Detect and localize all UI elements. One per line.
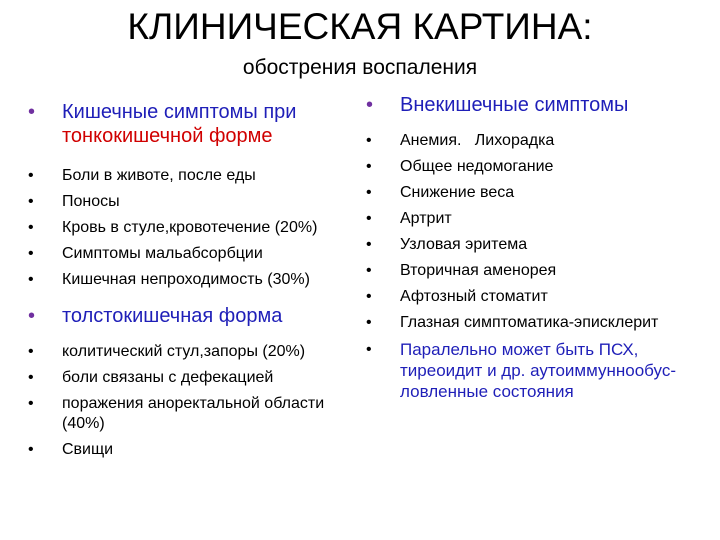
list-item-text: Симптомы мальабсорбции (62, 245, 263, 262)
list-item-text: боли связаны с дефекацией (62, 369, 274, 386)
bullet-icon: • (366, 184, 372, 201)
section-extraintestinal-symptoms (366, 93, 711, 117)
list-item (28, 244, 363, 264)
page-subtitle: обострения воспаления (242, 56, 478, 79)
bullet-icon: • (366, 132, 372, 149)
list-item (28, 270, 363, 290)
list-item-text: поражения аноректальной области (40%) (62, 395, 325, 432)
list-item-text: Снижение веса (400, 184, 515, 201)
right-column (366, 93, 711, 402)
section-heading-text: Кишечные симптомы при (62, 101, 297, 123)
note-parallel-conditions (366, 339, 711, 402)
list-item (366, 131, 711, 151)
list-item (366, 235, 711, 255)
list-item-text: Артрит (400, 210, 452, 227)
list-item (366, 157, 711, 177)
bullet-icon: • (366, 236, 372, 253)
bullet-icon: • (366, 262, 372, 279)
bullet-icon: • (28, 441, 34, 458)
bullet-icon: • (28, 271, 34, 288)
bullet-icon: • (28, 305, 36, 327)
bullet-icon: • (28, 395, 34, 412)
list-item (366, 209, 711, 229)
section-heading-text: толстокишечная форма (62, 305, 283, 327)
list-item-text: Вторичная аменорея (400, 262, 557, 279)
note-text: Паралельно может быть ПСХ, тиреоидит и др. аутоиммуннообус-ловленные состояния (400, 340, 677, 401)
bullet-icon: • (28, 167, 34, 184)
list-item (28, 192, 363, 212)
bullet-icon: • (366, 158, 372, 175)
list-item-text: Анемия. Лихорадка (400, 132, 555, 149)
list-item (28, 342, 363, 362)
list-item-text: колитический стул,запоры (20%) (62, 343, 306, 360)
list-item (366, 287, 711, 307)
bullet-icon: • (28, 369, 34, 386)
section-intestinal-symptoms (28, 100, 363, 148)
list-item (366, 313, 711, 333)
list-item-text: Кровь в стуле,кровотечение (20%) (62, 219, 318, 236)
bullet-icon: • (28, 193, 34, 210)
bullet-icon: • (28, 245, 34, 262)
list-item-text: Общее недомогание (400, 158, 554, 175)
list-item (28, 368, 363, 388)
section-colon-form (28, 304, 363, 328)
bullet-icon: • (366, 288, 372, 305)
section-heading-text: Внекишечные симптомы (400, 94, 629, 116)
list-item (28, 166, 363, 186)
list-item-text: Узловая эритема (400, 236, 528, 253)
list-item (366, 261, 711, 281)
list-item (28, 394, 363, 434)
list-item-text: Афтозный стоматит (400, 288, 548, 305)
list-item-text: Боли в животе, после еды (62, 167, 256, 184)
bullet-icon: • (28, 101, 36, 123)
list-item-text: Поносы (62, 193, 120, 210)
page-title: КЛИНИЧЕСКАЯ КАРТИНА: (127, 6, 593, 47)
bullet-icon: • (366, 341, 372, 358)
list-item (366, 183, 711, 203)
section-heading-highlight: тонкокишечной форме (62, 125, 273, 147)
bullet-icon: • (366, 314, 372, 331)
list-item (28, 218, 363, 238)
list-item (28, 440, 363, 460)
left-column (28, 100, 363, 460)
bullet-icon: • (28, 343, 34, 360)
list-item-text: Свищи (62, 441, 114, 458)
list-item-text: Глазная симптоматика-эписклерит (400, 314, 659, 331)
bullet-icon: • (366, 210, 372, 227)
list-item-text: Кишечная непроходимость (30%) (62, 271, 310, 288)
bullet-icon: • (28, 219, 34, 236)
bullet-icon: • (366, 94, 374, 116)
